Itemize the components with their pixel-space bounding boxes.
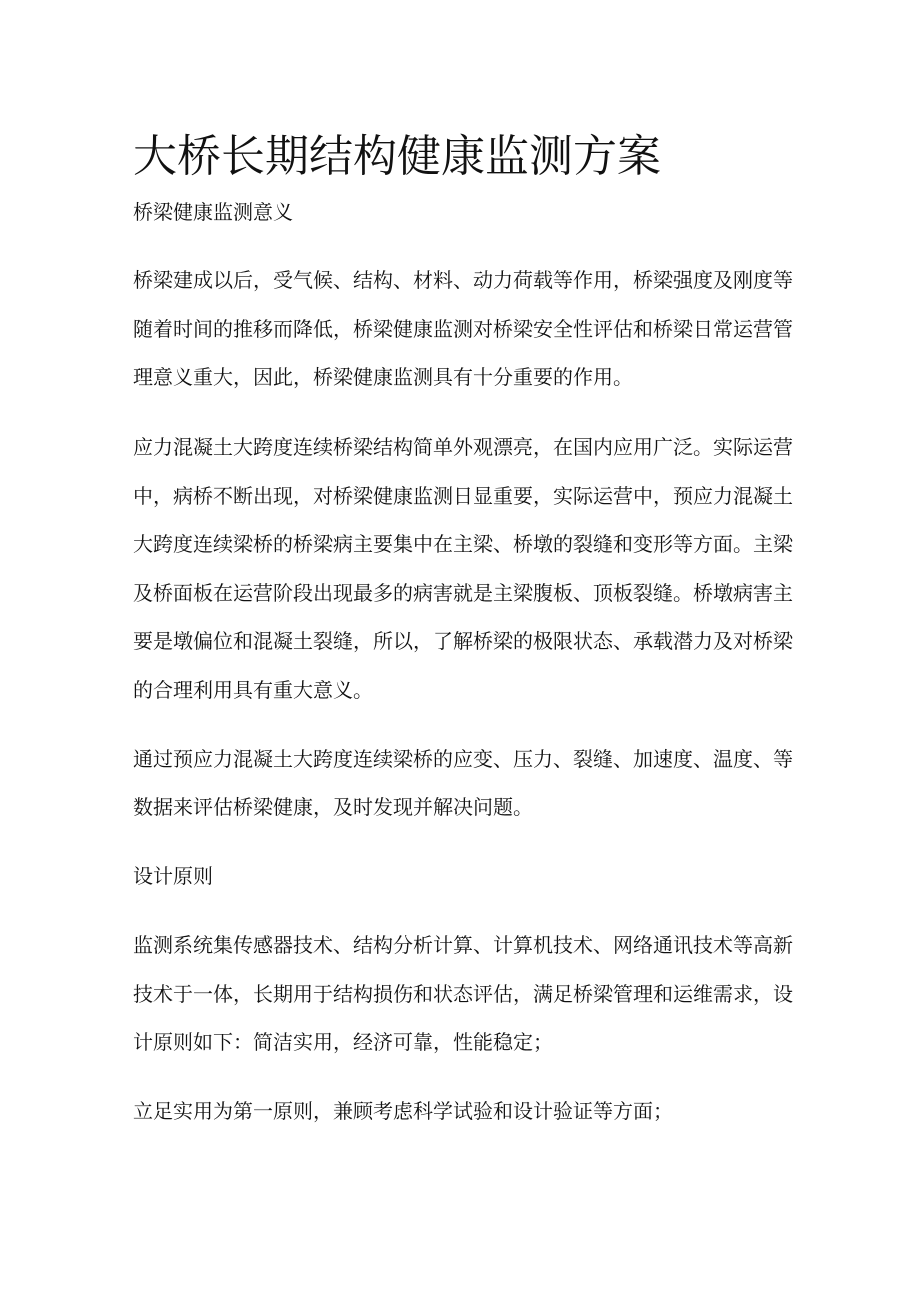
paragraph-line: 及桥面板在运营阶段出现最多的病害就是主梁腹板、顶板裂缝。桥墩病害主 (133, 581, 793, 605)
paragraph-line: 计原则如下：简洁实用，经济可靠，性能稳定； (133, 1030, 553, 1054)
section-heading-design-principles: 设计原则 (133, 864, 213, 888)
paragraph-line: 监测系统集传感器技术、结构分析计算、计算机技术、网络通讯技术等高新 (133, 933, 793, 957)
paragraph-line: 应力混凝土大跨度连续桥梁结构简单外观漂亮，在国内应用广泛。实际运营 (133, 435, 793, 459)
paragraph-line: 理意义重大，因此，桥梁健康监测具有十分重要的作用。 (133, 365, 633, 389)
paragraph-line: 立足实用为第一原则，兼顾考虑科学试验和设计验证等方面； (133, 1099, 673, 1123)
paragraph-line: 数据来评估桥梁健康，及时发现并解决问题。 (133, 795, 533, 819)
document-title: 大桥长期结构健康监测方案 (133, 131, 661, 182)
paragraph-line: 中，病桥不断出现，对桥梁健康监测日显重要，实际运营中，预应力混凝土 (133, 484, 793, 508)
paragraph-line: 技术于一体，长期用于结构损伤和状态评估，满足桥梁管理和运维需求，设 (133, 982, 793, 1006)
paragraph-line: 大跨度连续梁桥的桥梁病主要集中在主梁、桥墩的裂缝和变形等方面。主梁 (133, 532, 793, 556)
paragraph-line: 要是墩偏位和混凝土裂缝，所以，了解桥梁的极限状态、承载潜力及对桥梁 (133, 629, 793, 653)
paragraph-line: 随着时间的推移而降低，桥梁健康监测对桥梁安全性评估和桥梁日常运营管 (133, 317, 793, 341)
section-heading-significance: 桥梁健康监测意义 (133, 200, 293, 224)
paragraph-line: 的合理利用具有重大意义。 (133, 678, 373, 702)
paragraph-line: 通过预应力混凝土大跨度连续梁桥的应变、压力、裂缝、加速度、温度、等 (133, 747, 793, 771)
paragraph-line: 桥梁建成以后，受气候、结构、材料、动力荷载等作用，桥梁强度及刚度等 (133, 268, 793, 292)
